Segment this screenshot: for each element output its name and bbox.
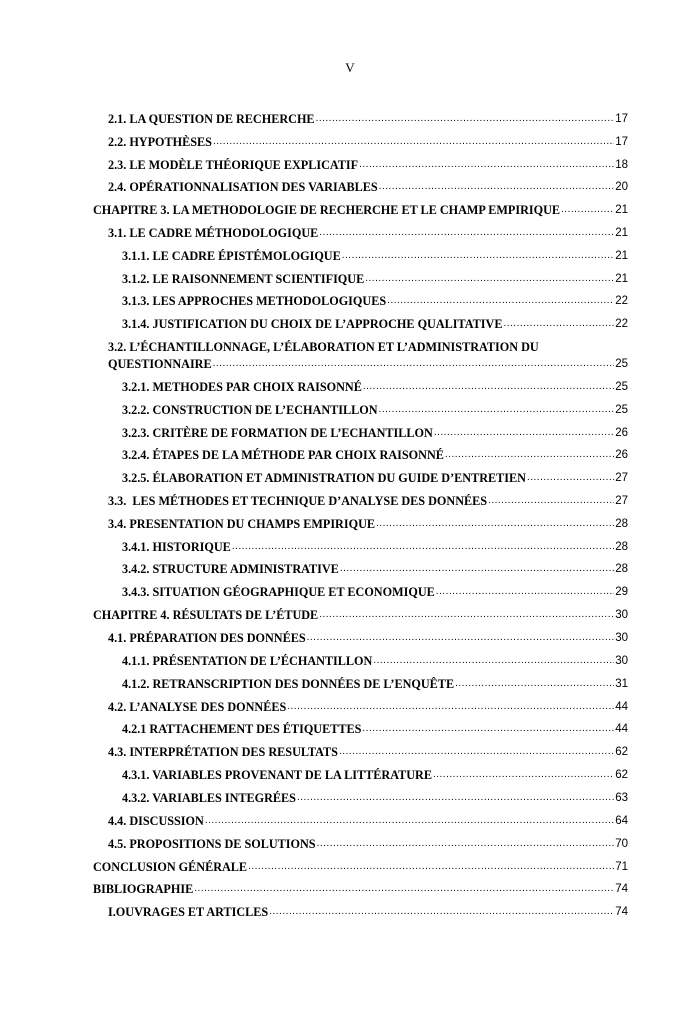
toc-entry-4-2-1[interactable] (122, 716, 628, 736)
toc-entry-title: 3.4.2. STRUCTURE ADMINISTRATIVE (122, 562, 339, 576)
toc-entry-title: 4.2.1 RATTACHEMENT DES ÉTIQUETTES (122, 722, 362, 736)
toc-dot-leader (488, 494, 614, 508)
toc-entry-4-3[interactable] (108, 739, 628, 759)
toc-entry-title: 4.3.2. VARIABLES INTEGRÉES (122, 791, 296, 805)
toc-entry-title: 2.1. LA QUESTION DE RECHERCHE (108, 112, 315, 126)
toc-dot-leader (307, 631, 615, 645)
toc-entry-4-3-2[interactable] (122, 785, 628, 805)
toc-entry-page: 31 (615, 678, 628, 690)
toc-entry-page: 26 (615, 427, 628, 439)
toc-entry-title: BIBLIOGRAPHIE (93, 882, 194, 896)
toc-entry-2-4[interactable] (108, 174, 628, 194)
toc-dot-leader (379, 403, 615, 417)
toc-entry-page: 44 (615, 701, 628, 713)
toc-entry-3-4-1[interactable] (122, 534, 628, 554)
toc-entry-title: 3.1.1. LE CADRE ÉPISTÉMOLOGIQUE (122, 249, 341, 263)
toc-entry-4-3-1[interactable] (122, 762, 628, 782)
toc-entry-page: 30 (615, 609, 628, 621)
toc-dot-leader (365, 272, 614, 286)
toc-entry-page: 22 (615, 295, 628, 307)
toc-entry-title: 3.2.3. CRITÈRE DE FORMATION DE L’ECHANTILLON (122, 426, 433, 440)
toc-entry-title: 4.1.2. RETRANSCRIPTION DES DONNÉES DE L’ENQUÊTE (122, 677, 455, 691)
toc-entry-ouvrages[interactable] (108, 899, 628, 919)
toc-dot-leader (455, 677, 614, 691)
toc-dot-leader (317, 837, 615, 851)
toc-dot-leader (316, 112, 615, 126)
toc-entry-4-1[interactable] (108, 625, 628, 645)
toc-entry-title: 3.2.4. ÉTAPES DE LA MÉTHODE PAR CHOIX RAISONNÉ (122, 448, 444, 462)
toc-dot-leader (433, 768, 614, 782)
toc-entry-page: 21 (615, 273, 628, 285)
toc-entry-page: 74 (615, 906, 628, 918)
toc-entry-title: 4.4. DISCUSSION (108, 814, 204, 828)
toc-entry-page: 27 (615, 495, 628, 507)
toc-entry-chapter-3[interactable] (93, 197, 628, 217)
toc-entry-page: 71 (615, 861, 628, 873)
toc-entry-3-2-2[interactable] (122, 397, 628, 417)
page-number: V (345, 60, 355, 75)
toc-entry-title: 3.1.3. LES APPROCHES METHODOLOGIQUES (122, 294, 387, 308)
toc-entry-title: 3.1.2. LE RAISONNEMENT SCIENTIFIQUE (122, 272, 365, 286)
toc-entry-title: 3.2.1. METHODES PAR CHOIX RAISONNÉ (122, 380, 362, 394)
toc-dot-leader (387, 294, 614, 308)
toc-entry-3-2-1[interactable] (122, 374, 628, 394)
toc-dot-leader (373, 654, 614, 668)
toc-entry-title: 2.4. OPÉRATIONNALISATION DES VARIABLES (108, 180, 378, 194)
toc-entry-3-1-3[interactable] (122, 288, 628, 308)
toc-entry-3-4-3[interactable] (122, 579, 628, 599)
toc-dot-leader (319, 226, 614, 240)
toc-dot-leader (194, 882, 614, 896)
toc-dot-leader (205, 814, 614, 828)
toc-entry-3-1[interactable] (108, 220, 628, 240)
toc-entry-page: 18 (615, 159, 628, 171)
toc-dot-leader (248, 860, 614, 874)
toc-entry-page: 28 (615, 541, 628, 553)
toc-entry-page: 74 (615, 883, 628, 895)
toc-entry-title: 4.3.1. VARIABLES PROVENANT DE LA LITTÉRATURE (122, 768, 432, 782)
toc-entry-title: CHAPITRE 4. RÉSULTATS DE L’ÉTUDE (93, 608, 319, 622)
toc-entry-page: 17 (615, 136, 628, 148)
toc-entry-title: CHAPITRE 3. LA METHODOLOGIE DE RECHERCHE ET LE CHAMP EMPIRIQUE (93, 203, 561, 217)
toc-entry-3-2-line1[interactable]: 3.2. L’ÉCHANTILLONNAGE, L’ÉLABORATION ET L’ADMINISTRATION DU (108, 340, 539, 354)
toc-dot-leader (297, 791, 614, 805)
toc-entry-page: 25 (615, 381, 628, 393)
toc-entry-page: 20 (615, 181, 628, 193)
toc-entry-3-1-4[interactable] (122, 311, 628, 331)
toc-entry-4-5[interactable] (108, 831, 628, 851)
toc-entry-title: 4.3. INTERPRÉTATION DES RESULTATS (108, 745, 338, 759)
toc-dot-leader (527, 471, 614, 485)
toc-entry-3-4[interactable] (108, 511, 628, 531)
toc-entry-title: 2.2. HYPOTHÈSES (108, 135, 212, 149)
toc-entry-title: 3.4.3. SITUATION GÉOGRAPHIQUE ET ECONOMIQUE (122, 585, 435, 599)
toc-entry-page: 70 (615, 838, 628, 850)
toc-entry-page: 44 (615, 723, 628, 735)
toc-entry-page: 25 (615, 404, 628, 416)
toc-entry-4-2[interactable] (108, 694, 628, 714)
toc-dot-leader (561, 203, 614, 217)
toc-dot-leader (436, 585, 614, 599)
toc-entry-3-2-5[interactable] (122, 465, 628, 485)
toc-entry-page: 63 (615, 792, 628, 804)
toc-entry-title: I.OUVRAGES ET ARTICLES (108, 905, 269, 919)
toc-entry-page: 25 (615, 358, 628, 370)
toc-dot-leader (339, 745, 614, 759)
toc-entry-title: 3.4.1. HISTORIQUE (122, 540, 231, 554)
toc-entry-title: QUESTIONNAIRE (108, 357, 212, 371)
toc-entry-title: 3.2.5. ÉLABORATION ET ADMINISTRATION DU GUIDE D’ENTRETIEN (122, 471, 526, 485)
toc-entry-page: 64 (615, 815, 628, 827)
toc-dot-leader (445, 448, 614, 462)
toc-entry-3-3[interactable] (108, 488, 628, 508)
toc-entry-page: 29 (615, 586, 628, 598)
toc-entry-2-3[interactable] (108, 152, 628, 172)
toc-entry-title: 2.3. LE MODÈLE THÉORIQUE EXPLICATIF (108, 158, 359, 172)
toc-entry-4-1-1[interactable] (122, 648, 628, 668)
toc-dot-leader (269, 905, 614, 919)
toc-entry-2-1[interactable] (108, 106, 628, 126)
toc-entry-page: 62 (615, 769, 628, 781)
toc-entry-3-1-1[interactable] (122, 243, 628, 263)
toc-dot-leader (503, 317, 614, 331)
toc-entry-bibliographie[interactable] (93, 876, 628, 896)
toc-entry-title: 4.1.1. PRÉSENTATION DE L’ÉCHANTILLON (122, 654, 373, 668)
toc-dot-leader (319, 608, 614, 622)
toc-entry-title: CONCLUSION GÉNÉRALE (93, 860, 248, 874)
toc-entry-page: 21 (615, 227, 628, 239)
toc-dot-leader (376, 517, 614, 531)
toc-entry-page: 21 (615, 250, 628, 262)
toc-dot-leader (213, 135, 614, 149)
toc-entry-page: 21 (615, 204, 628, 216)
toc-dot-leader (232, 540, 614, 554)
toc-dot-leader (379, 180, 615, 194)
toc-dot-leader (340, 562, 614, 576)
toc-dot-leader (359, 158, 614, 172)
toc-entry-page: 28 (615, 563, 628, 575)
toc-entry-3-4-2[interactable] (122, 556, 628, 576)
toc-entry-page: 22 (615, 318, 628, 330)
toc-entry-chapter-4[interactable] (93, 602, 628, 622)
toc-entry-2-2[interactable] (108, 129, 628, 149)
toc-entry-page: 26 (615, 449, 628, 461)
toc-dot-leader (362, 722, 614, 736)
toc-entry-3-2-3[interactable] (122, 420, 628, 440)
toc-dot-leader (287, 700, 614, 714)
toc-entry-page: 17 (615, 113, 628, 125)
toc-entry-4-1-2[interactable] (122, 671, 628, 691)
toc-dot-leader (342, 249, 614, 263)
toc-entry-page: 62 (615, 746, 628, 758)
toc-entry-page: 30 (615, 632, 628, 644)
toc-entry-title: 4.1. PRÉPARATION DES DONNÉES (108, 631, 306, 645)
toc-entry-conclusion[interactable] (93, 854, 628, 874)
toc-dot-leader (434, 426, 614, 440)
toc-entry-page: 27 (615, 472, 628, 484)
toc-entry-title: 3.1.4. JUSTIFICATION DU CHOIX DE L’APPROCHE QUALITATIVE (122, 317, 503, 331)
toc-entry-3-2-4[interactable] (122, 442, 628, 462)
toc-entry-page: 28 (615, 518, 628, 530)
toc-entry-title: 3.2.2. CONSTRUCTION DE L’ECHANTILLON (122, 403, 378, 417)
toc-dot-leader (363, 380, 614, 394)
toc-entry-title: 3.3. LES MÉTHODES ET TECHNIQUE D’ANALYSE DES DONNÉES (108, 494, 488, 508)
toc-entry-title: 3.1. LE CADRE MÉTHODOLOGIQUE (108, 226, 319, 240)
toc-entry-3-1-2[interactable] (122, 266, 628, 286)
toc-dot-leader (213, 357, 615, 371)
toc-entry-title: 4.5. PROPOSITIONS DE SOLUTIONS (108, 837, 316, 851)
toc-entry-3-2[interactable] (108, 351, 628, 371)
toc-entry-page: 30 (615, 655, 628, 667)
toc-entry-4-4[interactable] (108, 808, 628, 828)
toc-entry-title: 4.2. L’ANALYSE DES DONNÉES (108, 700, 287, 714)
toc-entry-title: 3.4. PRESENTATION DU CHAMPS EMPIRIQUE (108, 517, 376, 531)
